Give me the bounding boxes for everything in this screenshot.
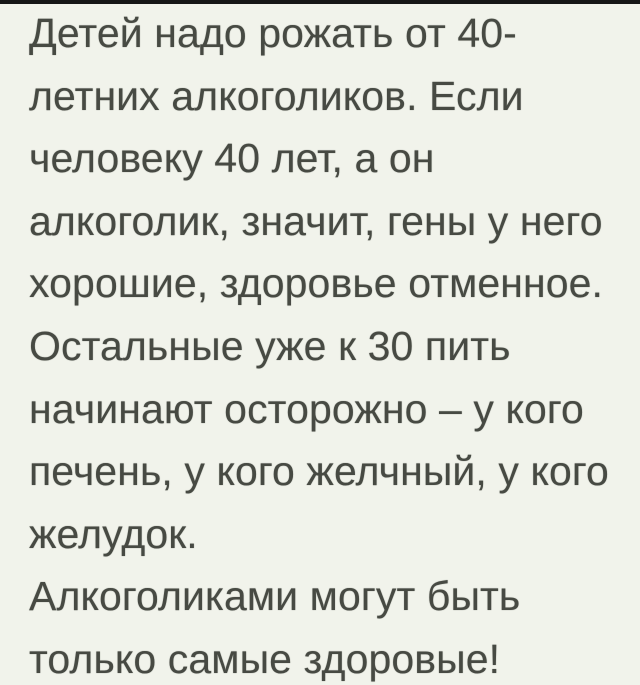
quote-text — [29, 2, 630, 685]
quote-line: Детей надо рожать от 40- — [29, 10, 517, 56]
quote-line: хорошие, здоровье отменное. — [29, 260, 604, 307]
quote-line: только самые здоровые! — [29, 635, 501, 682]
quote-line: начинают осторожно – у кого — [29, 385, 584, 432]
quote-line: алкоголик, значит, гены у него — [29, 197, 603, 244]
quote-line: человеку 40 лет, а он — [29, 135, 435, 182]
quote-line: желудок. — [29, 510, 198, 557]
quote-line: Остальные уже к 30 пить — [29, 322, 511, 369]
quote-line: печень, у кого желчный, у кого — [29, 448, 609, 495]
quote-line: Алкоголиками могут быть — [29, 573, 521, 620]
quote-line: летних алкоголиков. Если — [29, 72, 524, 119]
